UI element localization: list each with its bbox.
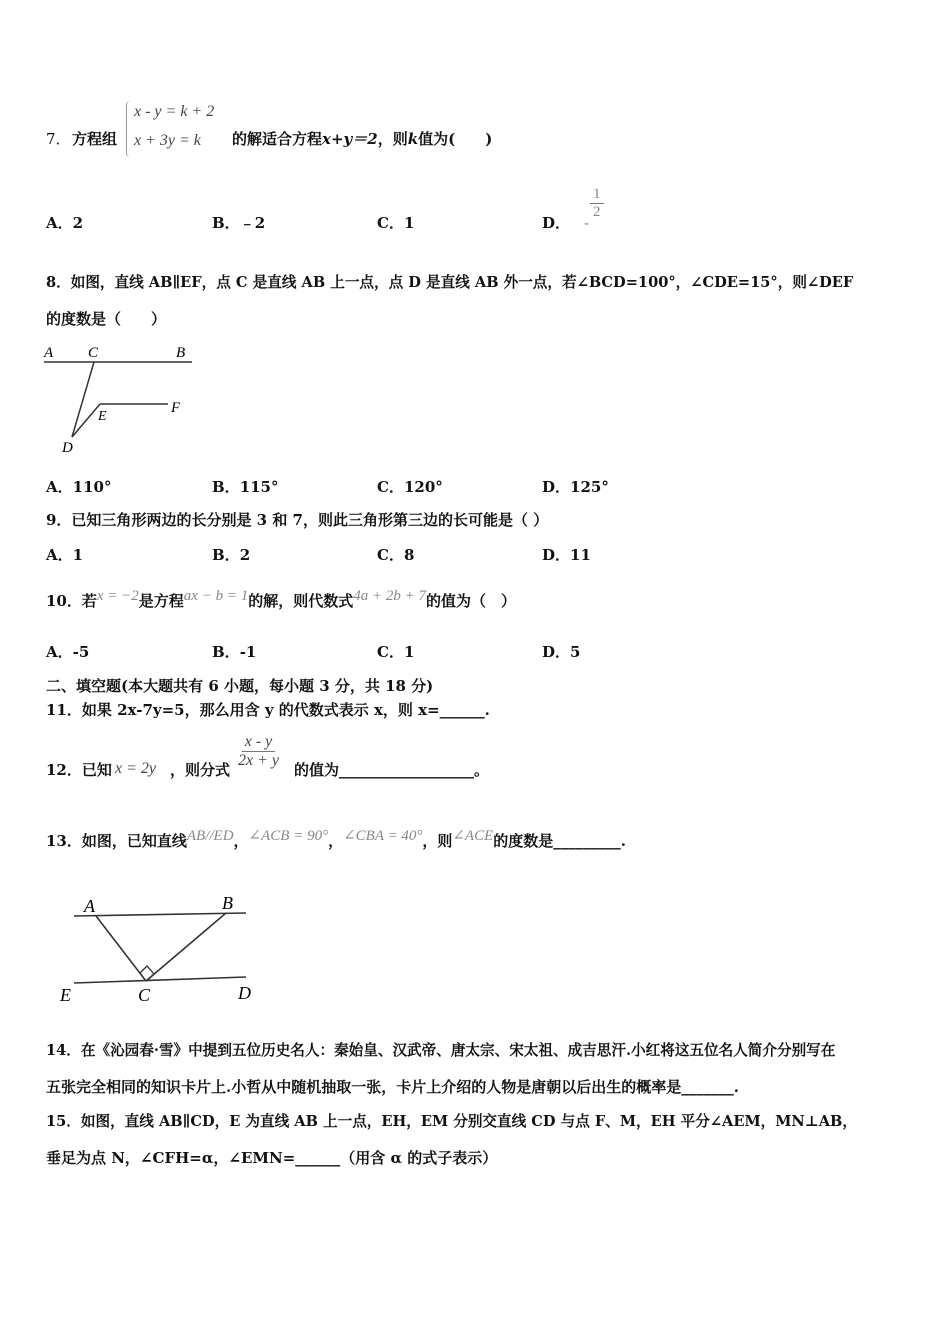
line-bc [146, 913, 226, 981]
label-b: B [222, 893, 233, 913]
q13-line [46, 830, 626, 851]
q13-figure [56, 888, 266, 1008]
label-f: F [171, 400, 181, 416]
q9-option-c[interactable] [377, 544, 414, 565]
q12-text-2: 的值为__________________。 [294, 761, 490, 779]
frac-numerator: 1 [590, 186, 604, 204]
q10-option-c[interactable] [377, 641, 414, 662]
q12-prefix: 12．已知 [46, 761, 112, 779]
q7-option-b[interactable] [212, 212, 265, 233]
label-e: E [60, 985, 71, 1005]
q14-line1: 14．在《沁园春·雪》中提到五位历史名人：秦始皇、汉武帝、唐太宗、宋太祖、成吉思汗.小红将这五位名人简介分别写在 [46, 1042, 836, 1059]
option-label: A． [46, 643, 73, 661]
q7-number: 7． [46, 130, 71, 148]
q15-line2: 垂足为点 N，∠CFH=α，∠EMN=______（用含 α 的式子表示） [46, 1149, 498, 1167]
label-e: E [98, 409, 107, 424]
option-label: D． [542, 214, 571, 232]
q7-option-c[interactable] [377, 212, 414, 233]
q7-option-d[interactable] [542, 212, 589, 233]
q10-line [46, 590, 516, 611]
option-label: D． [542, 478, 571, 496]
q12-fraction [238, 733, 279, 769]
q7-eq2: x + 3y = k [134, 132, 201, 149]
q10-math-3: 4a + 2b + 7 [353, 588, 426, 604]
option-label: C． [377, 643, 404, 661]
q13-prefix: 13．如图，已知直线 [46, 832, 187, 850]
q10-math-1: x = −2 [96, 588, 139, 604]
option-value: 1 [72, 546, 84, 564]
q9-option-b[interactable] [212, 544, 250, 565]
q7-condition: x+y＝2 [322, 130, 378, 148]
option-value: 8 [403, 546, 415, 564]
frac-denominator: 2 [593, 203, 601, 220]
option-label: C． [377, 478, 404, 496]
q7-prefix: 方程组 [72, 130, 118, 148]
option-label: B． [212, 478, 240, 496]
q7-option-d-fraction [590, 186, 604, 220]
q13-text-2: 的度数是_________. [493, 832, 626, 850]
label-c: C [138, 985, 151, 1005]
option-label: A． [46, 546, 73, 564]
option-value: 120° [403, 478, 443, 496]
q10-option-a[interactable] [46, 641, 89, 662]
option-label: C． [377, 214, 404, 232]
q8-line2: 的度数是（ ） [46, 310, 167, 328]
q13-sep-2: ， [328, 832, 344, 850]
frac-denominator: 2x + y [238, 751, 279, 769]
q13-math-4: ∠ACE [452, 828, 494, 844]
option-value: 125° [570, 478, 609, 496]
option-value: 2 [72, 214, 84, 232]
q10-text-1: 是方程 [138, 592, 184, 610]
option-value: 5 [570, 643, 581, 661]
q9-option-d[interactable] [542, 544, 591, 565]
q10-option-d[interactable] [542, 641, 580, 662]
q8-option-a[interactable] [46, 476, 111, 497]
option-value: -1 [239, 643, 257, 661]
q13-text-1: ，则 [422, 832, 453, 850]
label-a: A [84, 896, 95, 916]
q10-text-3: 的值为（ ） [425, 592, 516, 610]
q7-text [232, 128, 492, 149]
option-label: C． [377, 546, 404, 564]
option-label: D． [542, 643, 571, 661]
line-ed [74, 977, 246, 983]
q10-option-b[interactable] [212, 641, 256, 662]
q7-mid: 的解适合方程 [232, 130, 323, 148]
q8-option-c[interactable] [377, 476, 443, 497]
q8-figure [40, 340, 200, 458]
q7-option-a[interactable] [46, 212, 83, 233]
q12-text-1: ，则分式 [170, 761, 231, 779]
q7-var: k [407, 130, 419, 148]
line-cd [72, 362, 94, 437]
option-value: 1 [403, 643, 415, 661]
label-d: D [238, 983, 251, 1003]
q8-option-b[interactable] [212, 476, 279, 497]
q10-number: 10．若 [46, 592, 97, 610]
q10-math-2: ax − b = 1 [183, 588, 249, 604]
q9-text: 9．已知三角形两边的长分别是 3 和 7，则此三角形第三边的长可能是（ ） [46, 511, 549, 529]
q12-math-1: x = 2y [115, 760, 156, 777]
option-value: 11 [570, 546, 591, 564]
option-value: 1 [403, 214, 415, 232]
q15-line1: 15．如图，直线 AB∥CD，E 为直线 AB 上一点，EH，EM 分别交直线 CD 与点 F、M，EH 平分∠AEM，MN⊥AB， [46, 1113, 857, 1130]
q9-option-a[interactable] [46, 544, 83, 565]
option-label: D． [542, 546, 571, 564]
label-d: D [62, 440, 73, 456]
q13-math-2: ∠ACB = 90° [248, 828, 329, 844]
frac-numerator: x - y [242, 733, 276, 752]
option-label: B． [212, 643, 240, 661]
q10-text-2: 的解，则代数式 [248, 592, 354, 610]
q7-suffix-a: ，则 [377, 130, 408, 148]
option-label: A． [46, 214, 73, 232]
q7-suffix-b: 值为( ) [418, 130, 493, 148]
option-label: B． [212, 546, 240, 564]
option-value: 2 [239, 546, 251, 564]
q13-math-1: AB//ED [186, 828, 234, 844]
line-ac [96, 916, 146, 981]
option-value: ﹣2 [239, 214, 266, 232]
q8-line1: 8．如图，直线 AB∥EF，点 C 是直线 AB 上一点，点 D 是直线 AB 外一点，若∠BCD=100°，∠CDE=15°，则∠DEF [46, 274, 854, 291]
option-value: -5 [72, 643, 90, 661]
option-value: 115° [239, 478, 279, 496]
q11-text: 11．如果 2x-7y=5，那么用含 y 的代数式表示 x，则 x=______. [46, 701, 490, 719]
q7-eq1: x - y = k + 2 [134, 103, 215, 120]
label-a: A [44, 345, 54, 361]
option-label: A． [46, 478, 73, 496]
q8-option-d[interactable] [542, 476, 609, 497]
q13-sep-1: ， [233, 832, 249, 850]
q13-math-3: ∠CBA = 40° [343, 828, 423, 844]
section-title: 二、填空题(本大题共有 6 小题，每小题 3 分，共 18 分) [46, 677, 434, 695]
option-value: - [584, 214, 590, 232]
right-angle-mark [140, 966, 154, 981]
label-b: B [176, 345, 186, 361]
q14-line2: 五张完全相同的知识卡片上.小哲从中随机抽取一张，卡片上介绍的人物是唐朝以后出生的概率是_______. [46, 1078, 739, 1096]
option-value: 110° [72, 478, 112, 496]
line-ab [74, 913, 246, 916]
label-c: C [88, 345, 99, 361]
option-label: B． [212, 214, 240, 232]
